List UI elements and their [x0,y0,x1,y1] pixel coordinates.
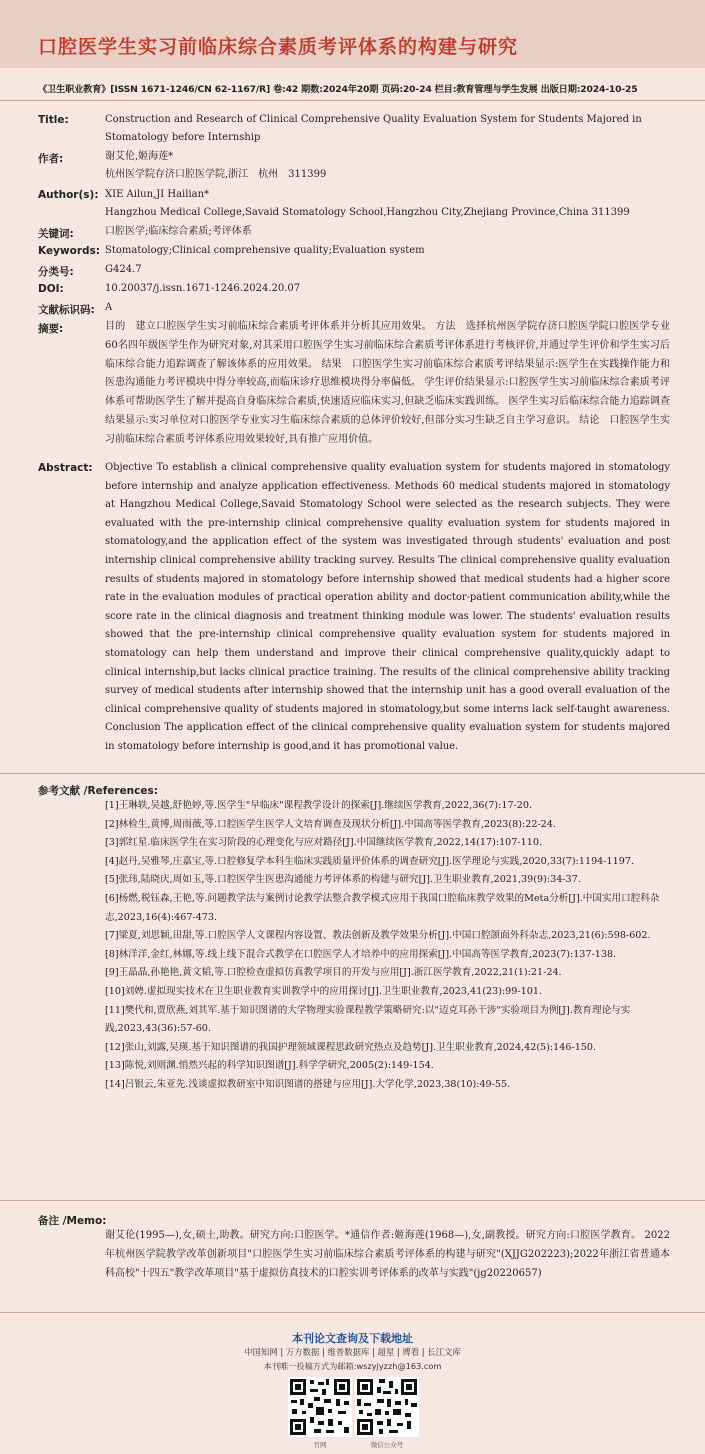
memo-label: 备注 /Memo: [38,1215,107,1227]
doi-value: 10.20037/j.issn.1671-1246.2024.20.07 [105,283,301,294]
title-en-value: Construction and Research of Clinical Comprehensive Quality Evaluation System for Students Majored in Stomatology before Internship [105,114,642,143]
doc-code-value: A [105,302,113,313]
reference-item: [9]王晶晶,孙艳艳,黄文韬,等.口腔检查虚拟仿真教学项目的开发与应用[J].浙江医学教育,2022,21(1):21-24. [105,967,562,979]
reference-item: [13]陈悦,刘则渊.悄然兴起的科学知识图谱[J].科学学研究,2005(2):149-154. [105,1060,434,1072]
footer-sites: 中国知网 | 万方数据 | 维普数据库 | 超星 | 博看 | 长江文库 [244,1347,461,1357]
keywords-cn-value: 口腔医学;临床综合素质;考评体系 [105,226,252,237]
divider-top [0,100,705,101]
divider-footer [0,1312,705,1313]
reference-item: [14]吕银云,朱亚先.浅谈虚拟教研室中知识图谱的搭建与应用[J].大学化学,2023,38(10):49-55. [105,1078,511,1090]
title-en-label: Title: [38,114,69,126]
abstract-cn-label: 摘要: [38,323,64,335]
class-number-label: 分类号: [38,266,74,278]
qr-code-wechat[interactable] [355,1377,419,1437]
reference-item: [6]杨燃,税钰森,王艳,等.问题教学法与案例讨论教学法整合教学模式应用于我国口腔临床教学效果的Meta分析[J].中国实用口腔科杂志,2023,16(4):467-473. [105,892,660,923]
footer-email: 本刊唯一投稿方式为邮箱:wszyjyzzh@163.com [263,1361,442,1371]
abstract-en: Objective To establish a clinical comprehensive quality evaluation system for students majored in stomatology before internship and analyze application effectiveness. Methods 60 medical students majored in stomatology at Hangzhou Medical College,Savaid Stomatology School were selected as the research subjects. They were evaluated with the pre-internship clinical comprehensive quality evaluation system for students majored in stomatology,and the application effect of the system was investigated through students' evaluation and post internship clinical comprehensive ability tracking survey. Results The clinical comprehensive quality evaluation results of students majored in stomatology before internship showed that medical students had a higher score rate in the evaluation modules of practical operation ability and doctor-patient communication ability,while the score rate in the clinical diagnosis and treatment thinking module was lower. The students' evaluation results showed that the pre-internship clinical comprehensive quality evaluation system for students majored in stomatology can help them understand and improve their clinical comprehensive quality,quickly adapt to clinical internship,but lacks clinical practice training. The results of the clinical comprehensive ability tracking survey of medical students after internship showed that the internship unit has a good overall evaluation of the clinical comprehensive quality of students majored in stomatology,but some interns lack self-taught awareness. Conclusion The application effect of the clinical comprehensive quality evaluation system for students majored in stomatology before internship is good,and it has promotional value. [105,462,670,752]
reference-item: [10]刘娉.虚拟现实技术在卫生职业教育实训教学中的应用探讨[J].卫生职业教育,2023,41(23):99-101. [105,985,542,997]
reference-item: [2]林检生,黄博,周雨薇,等.口腔医学生医学人文培育调查及现状分析[J].中国高等医学教育,2023(8):22-24. [105,818,556,830]
qr-code-icon [355,1377,419,1437]
author-value: 谢艾伦,姬海莲* [105,151,174,162]
author-affiliation: 杭州医学院存济口腔医学院,浙江 杭州 311399 [105,169,327,180]
reference-item: [1]王琳轶,吴越,舒艳婷,等.医学生"早临床"课程教学设计的探索[J].继续医学教育,2022,36(7):17-20. [105,800,533,811]
qr-caption-website: 官网 [313,1441,327,1449]
qr-code-website[interactable] [288,1377,352,1437]
keywords-en-label: Keywords: [38,245,100,257]
divider-references [0,773,705,774]
qr-code-icon [288,1377,352,1437]
reference-item: [11]樊代和,贾欣燕,刘其军.基于知识图谱的大学物理实验课程教学策略研究:以"迈克耳孙干涉"实验项目为例[J].教育理论与实践,2023,43(36):57-60. [105,1004,631,1035]
header-band [0,0,705,68]
author-label: 作者: [38,153,64,165]
qr-caption-wechat: 微信公众号 [370,1441,404,1449]
reference-item: [8]林洋洋,金红,林娜,等.线上线下混合式教学在口腔医学人才培养中的应用探索[J].中国高等医学教育,2023(7):137-138. [105,948,617,960]
reference-item: [5]张玮,陆晓庆,周如玉,等.口腔医学生医患沟通能力考评体系的构建与研究[J].卫生职业教育,2021,39(9):34-37. [105,874,581,886]
footer-title: 本刊论文查询及下载地址 [292,1332,413,1345]
authors-en-value: XIE Ailun,JI Hailian* [105,189,210,200]
class-number-value: G424.7 [105,264,142,275]
divider-memo [0,1200,705,1201]
references-label: 参考文献 /References: [38,785,158,797]
memo-text: 谢艾伦(1995—),女,硕士,助教。研究方向:口腔医学。*通信作者:姬海莲(1968—),女,副教授。研究方向:口腔医学教育。 2022年杭州医学院教学改革创新项目"口腔医学生实习前临床综合素质考评体系的构建与研究"(XJJG202223);2022年浙江省普通本科高校"十四五"教学改革项目"基于虚拟仿真技术的口腔实训考评体系的改革与实践"(jg20220657) [105,1230,670,1280]
reference-item: [7]梁夏,刘思颖,田甜,等.口腔医学人文课程内容设置、教法创新及教学效果分析[J].中国口腔颌面外科杂志,2023,21(6):598-602. [105,930,651,942]
abstract-en-label: Abstract: [38,462,93,474]
journal-info: 《卫生职业教育》[ISSN 1671-1246/CN 62-1167/R] 卷:42 期数:2024年20期 页码:20-24 栏目:教育管理与学生发展 出版日期:2024-10-25 [38,84,638,95]
reference-list [105,797,670,1095]
reference-item: [4]赵丹,吴雅琴,庄嘉宝,等.口腔修复学本科生临床实践质量评价体系的调查研究[J].医学理论与实践,2020,33(7):1194-1197. [105,855,634,867]
keywords-cn-label: 关键词: [38,228,74,240]
affiliation-en: Hangzhou Medical College,Savaid Stomatology School,Hangzhou City,Zhejiang Province,China 311399 [105,207,630,218]
article-title-cn: 口腔医学生实习前临床综合素质考评体系的构建与研究 [38,36,519,58]
reference-item: [12]张山,刘露,吴瑛.基于知识图谱的我国护理领域课程思政研究热点及趋势[J].卫生职业教育,2024,42(5):146-150. [105,1041,597,1053]
doc-code-label: 文献标识码: [38,304,95,316]
authors-en-label: Author(s): [38,189,99,201]
doi-label: DOI: [38,283,64,295]
keywords-en-value: Stomatology;Clinical comprehensive quality;Evaluation system [105,245,425,256]
reference-item: [3]郭红星.临床医学生在实习阶段的心理变化与应对路径[J].中国继续医学教育,2022,14(17):107-110. [105,837,542,849]
abstract-cn: 目的 建立口腔医学生实习前临床综合素质考评体系并分析其应用效果。 方法 选择杭州医学院存济口腔医学院口腔医学专业60名四年级医学生作为研究对象,对其采用口腔医学生实习前临床综合素质考评体系进行考核评价,并通过学生评价和学生实习后临床综合能力追踪调查了解该体系的应用效果。 结果 口腔医学生实习前临床综合素质考评结果显示:医学生在实践操作能力和医患沟通能力考评模块中得分率较高,而临床诊疗思维模块得分率偏低。 学生评价结果显示:口腔医学生实习前临床综合素质考评体系可帮助医学生了解并提高自身临床综合素质,快速适应临床实习,但缺乏临床实践训练。 医学生实习后临床综合能力追踪调查结果显示:实习单位对口腔医学专业实习生临床综合素质的总体评价较好,但部分实习生缺乏自主学习意识。 结论 口腔医学生实习前临床综合素质考评体系应用效果较好,具有推广应用价值。 [105,321,670,445]
